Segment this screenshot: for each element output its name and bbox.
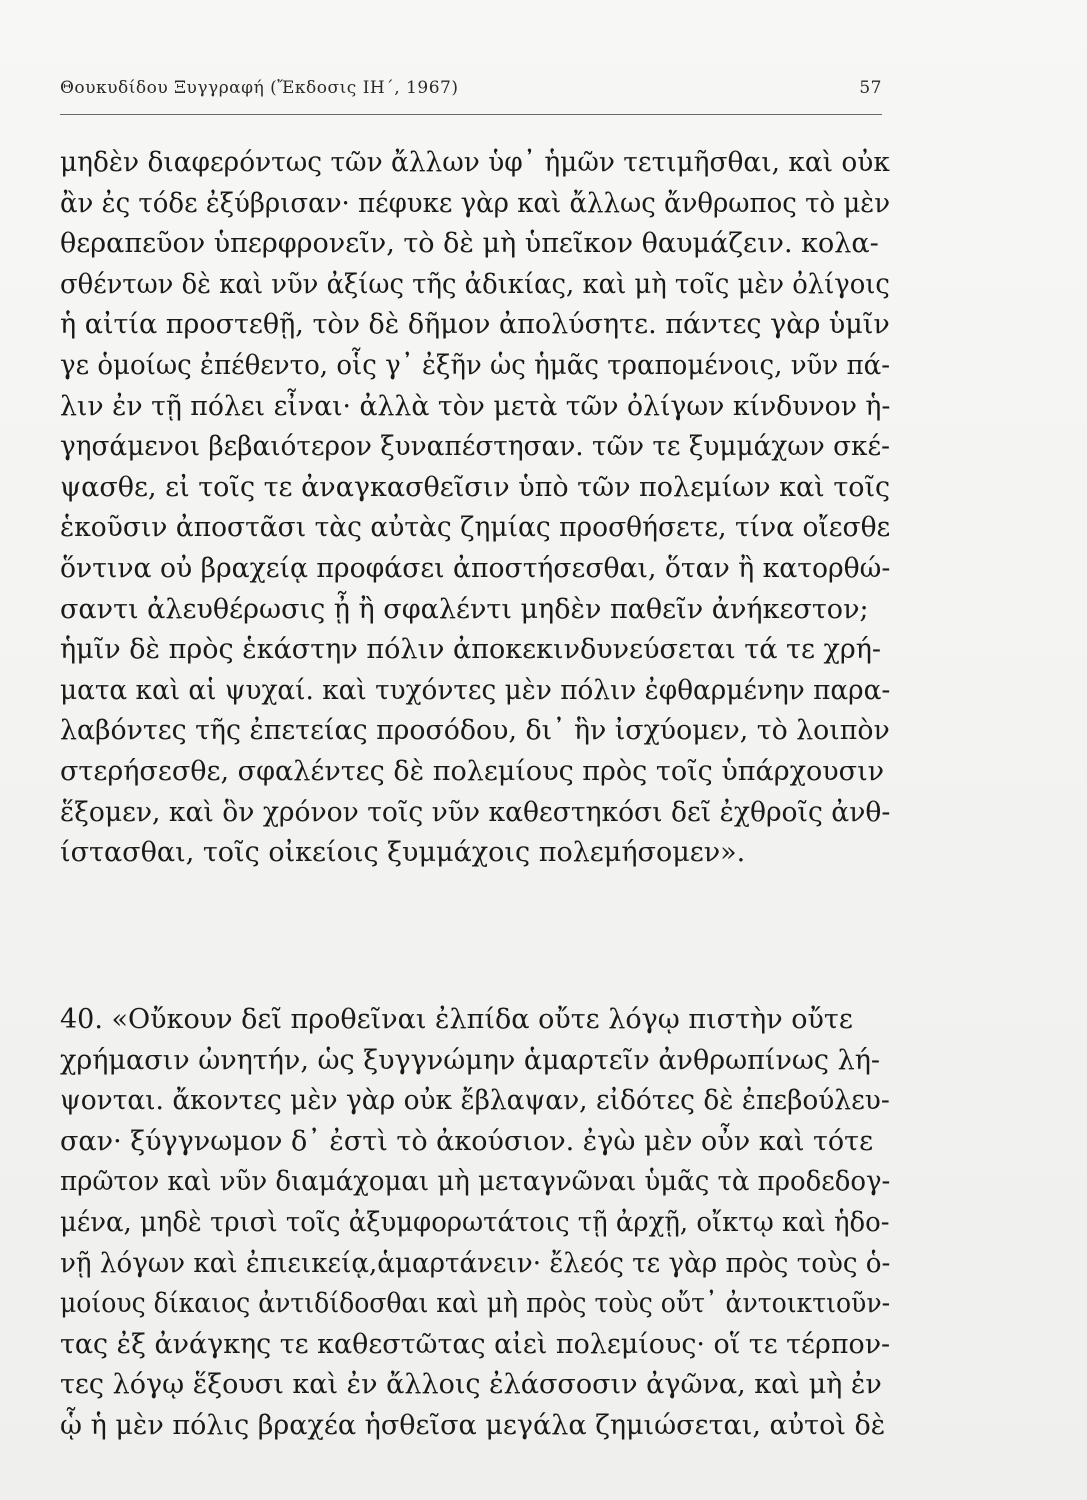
text-line: ἑκοῦσιν ἀποστᾶσι τὰς αὐτὰς ζημίας προσθήσετε, τίνα οἴεσθε bbox=[60, 512, 891, 544]
text-line: πρῶτον καὶ νῦν διαμάχομαι μὴ μεταγνῶναι ὑμᾶς τὰ προδεδογ- bbox=[60, 1166, 891, 1198]
text-line: μένα, μηδὲ τρισὶ τοῖς ἀξυμφορωτάτοις τῇ ἀρχῇ, οἴκτῳ καὶ ἡδο- bbox=[60, 1206, 890, 1238]
text-line: ἡμῖν δὲ πρὸς ἑκάστην πόλιν ἀποκεκινδυνεύσεται τά τε χρή- bbox=[60, 634, 882, 666]
text-line: θεραπεῦον ὑπερφρονεῖν, τὸ δὲ μὴ ὑπεῖκον θαυμάζειν. κολα- bbox=[60, 228, 879, 260]
text-line: λιν ἐν τῇ πόλει εἶναι· ἀλλὰ τὸν μετὰ τῶν ὀλίγων κίνδυνον ἡ- bbox=[60, 390, 891, 422]
text-line: μηδὲν διαφερόντως τῶν ἄλλων ὑφ᾽ ἡμῶν τετιμῆσθαι, καὶ οὐκ bbox=[60, 147, 890, 178]
text-line: ἂν ἐς τόδε ἐξύβρισαν· πέφυκε γὰρ καὶ ἄλλως ἄνθρωπος τὸ μὲν bbox=[60, 187, 891, 219]
page-number: 57 bbox=[859, 78, 882, 98]
text-line: ψασθε, εἰ τοῖς τε ἀναγκασθεῖσιν ὑπὸ τῶν πολεμίων καὶ τοῖς bbox=[60, 471, 891, 503]
text-line: γησάμενοι βεβαιότερον ξυναπέστησαν. τῶν τε ξυμμάχων σκέ- bbox=[60, 431, 890, 463]
text-line: ἕξομεν, καὶ ὃν χρόνον τοῖς νῦν καθεστηκόσι δεῖ ἐχθροῖς ἀνθ- bbox=[60, 796, 891, 828]
text-line: γε ὁμοίως ἐπέθεντο, οἷς γ᾽ ἐξῆν ὡς ἡμᾶς τραπομένοις, νῦν πά- bbox=[60, 349, 891, 381]
text-line: ἡ αἰτία προστεθῇ, τὸν δὲ δῆμον ἀπολύσητε. πάντες γὰρ ὑμῖν bbox=[60, 309, 890, 341]
running-title: Θουκυδίδου Ξυγγραφή (Ἔκδοσις ΙΗ΄, 1967) bbox=[60, 78, 459, 98]
text-line: σαντι ἀλευθέρωσις ᾖ ἢ σφαλέντι μηδὲν παθεῖν ἀνήκεστον; bbox=[60, 593, 869, 625]
text-line: λαβόντες τῆς ἐπετείας προσόδου, δι᾽ ἣν ἰσχύομεν, τὸ λοιπὸν bbox=[60, 715, 890, 747]
text-line: στερήσεσθε, σφαλέντες δὲ πολεμίους πρὸς τοῖς ὑπάρχουσιν bbox=[60, 755, 885, 787]
text-line: ψονται. ἄκοντες μὲν γὰρ οὐκ ἔβλαψαν, εἰδότες δὲ ἐπεβούλευ- bbox=[60, 1085, 890, 1117]
running-header bbox=[60, 78, 882, 108]
text-line: ᾧ ἡ μὲν πόλις βραχέα ἡσθεῖσα μεγάλα ζημιώσεται, αὐτοὶ δὲ bbox=[60, 1409, 886, 1441]
chapter-40-paragraph bbox=[60, 1000, 900, 1447]
text-line: τες λόγῳ ἕξουσι καὶ ἐν ἄλλοις ἐλάσσοσιν ἀγῶνα, καὶ μὴ ἐν bbox=[60, 1369, 882, 1401]
text-line: μοίους δίκαιος ἀντιδίδοσθαι καὶ μὴ πρὸς τοὺς οὔτ᾽ ἀντοικτιοῦν- bbox=[60, 1288, 891, 1320]
text-line: σαν· ξύγγνωμον δ᾽ ἐστὶ τὸ ἀκούσιον. ἐγὼ μὲν οὖν καὶ τότε bbox=[60, 1125, 874, 1157]
text-line: χρήμασιν ὠνητήν, ὡς ξυγγνώμην ἁμαρτεῖν ἀνθρωπίνως λή- bbox=[60, 1044, 880, 1076]
text-line: ὅντινα οὐ βραχείᾳ προφάσει ἀποστήσεσθαι, ὅταν ἢ κατορθώ- bbox=[60, 552, 891, 584]
header-rule bbox=[60, 114, 882, 115]
text-line: ίστασθαι, τοῖς οἰκείοις ξυμμάχοις πολεμήσομεν». bbox=[60, 837, 746, 869]
text-line: 40. «Οὔκουν δεῖ προθεῖναι ἐλπίδα οὔτε λόγῳ πιστὴν οὔτε bbox=[60, 1004, 853, 1035]
text-line: νῇ λόγων καὶ ἐπιεικείᾳ,ἁμαρτάνειν· ἔλεός τε γὰρ πρὸς τοὺς ὁ- bbox=[60, 1247, 891, 1279]
paragraph-continued bbox=[60, 143, 900, 874]
text-line: ματα καὶ αἱ ψυχαί. καὶ τυχόντες μὲν πόλιν ἐφθαρμένην παρα- bbox=[60, 674, 891, 706]
text-line: τας ἐξ ἀνάγκης τε καθεστῶτας αἰεὶ πολεμίους· οἵ τε τέρπον- bbox=[60, 1328, 891, 1360]
text-line: σθέντων δὲ καὶ νῦν ἀξίως τῆς ἀδικίας, καὶ μὴ τοῖς μὲν ὀλίγοις bbox=[60, 268, 890, 300]
